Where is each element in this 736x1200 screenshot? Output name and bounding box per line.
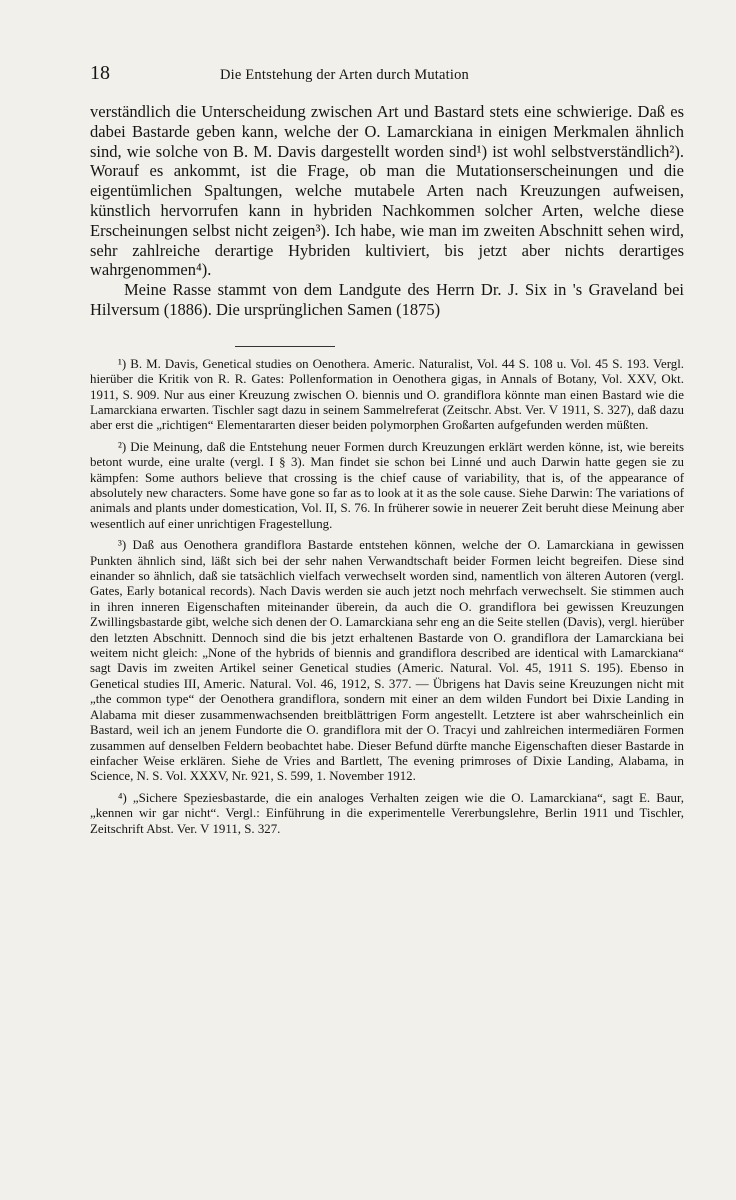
footnote-rule — [235, 346, 335, 347]
page-number: 18 — [90, 62, 110, 84]
footnote-4: ⁴) „Sichere Speziesbastarde, die ein analoges Verhalten zeigen wie die O. Lamarckiana“, sagt E. Baur, „kennen wir gar nicht“. Vergl.: Einführung in die experimentelle Vererbungslehre, Berlin 1911 und Tischler, Zeitschrift Abst. Ver. V 1911, S. 327. — [90, 790, 684, 836]
running-title: Die Entstehung der Arten durch Mutation — [220, 67, 470, 83]
footnote-2: ²) Die Meinung, daß die Entstehung neuer Formen durch Kreuzungen erklärt werden könne, ist, wie bereits betont wurde, eine uralte (vergl. I § 3). Man findet sie schon bei Linné und auch Darwin hatte gegen sie zu kämpfen: Some authors believe that crossing is the chief cause of variability, that is, of the appearance of absolutely new characters. Some have gone so far as to look at it as the sole cause. Siehe Darwin: The variations of animals and plants under domestication, Vol. II, S. 76. In früherer sowie in neuerer Zeit beruht diese Meinung aber wesentlich auf einer unrichtigen Fragestellung. — [90, 439, 684, 531]
paragraph-2: Meine Rasse stammt von dem Landgute des Herrn Dr. J. Six in 's Graveland bei Hilversum (1886). Die ursprünglichen Samen (1875) — [90, 280, 684, 319]
main-text — [90, 102, 684, 320]
footnote-3: ³) Daß aus Oenothera grandiflora Bastarde entstehen können, welche der O. Lamarckiana in gewissen Punkten ähnlich sind, läßt sich bei der sehr nahen Verwandtschaft beider Formen leicht begreifen. Diese sind einander so ähnlich, daß sie tatsächlich vielfach verwechselt worden sind, namentlich von älteren Autoren (vergl. Gates, Early botanical records). Nach Davis werden sie auch jetzt noch mehrfach verwechselt. Sie stimmen auch in ihren inneren Eigenschaften miteinander überein, da auch die O. grandiflora bei gewissen Kreuzungen Zwillingsbastarde gibt, welche sich denen der O. Lamarckiana sehr eng an die Seite stellen (Davis), vergl. hierüber den letzten Abschnitt. Dennoch sind die bis jetzt erhaltenen Bastarde von O. grandiflora der Lamarckiana bei weitem nicht gleich: „None of the hybrids of biennis and grandiflora described are identical with Lamarckiana“ sagt Davis im zweiten Artikel seiner Genetical studies (Americ. Natural. Vol. 45, 1911 S. 195). Ebenso in Genetical studies III, Americ. Natural. Vol. 46, 1912, S. 377. — Übrigens hat Davis seine Kreuzungen nicht mit „the common type“ der Oenothera grandiflora, sondern mit einer an dem wilden Fundort bei Dixie Landing in Alabama mit dieser zusammenwachsenden breitblättrigen Form angestellt. Letztere ist aber wahrscheinlich ein Bastard, weil ich an jenem Fundorte die O. grandiflora mit der O. Tracyi und zahlreichen intermediären Formen zusammen auf denselben Feldern beobachtet habe. Dieser Befund dürfte manche Eigenschaften dieser Bastarde in einfacher Weise erklären. Siehe de Vries and Bartlett, The evening primroses of Dixie Landing, Alabama, in Science, N. S. Vol. XXXV, Nr. 921, S. 599, 1. November 1912. — [90, 538, 684, 784]
paragraph-1: verständlich die Unterscheidung zwischen Art und Bastard stets eine schwierige. Daß es dabei Bastarde geben kann, welche der O. Lamarckiana in einigen Merkmalen ähnlich sind, wie solche von B. M. Davis dargestellt worden sind¹) ist wohl selbstverständlich²). Worauf es ankommt, ist die Frage, ob man die Mutationserscheinungen und die eigentümlichen Spaltungen, welche mutabele Arten nach Kreuzungen aufweisen, künstlich hervorrufen kann in hybriden Nachkommen solcher Arten, welche diese Erscheinungen selbst nicht zeigen³). Ich habe, wie man im zweiten Abschnitt sehen wird, sehr zahlreiche derartige Hybriden kultiviert, bis jetzt aber nichts derartiges wahrgenommen⁴). — [90, 102, 684, 280]
footnotes — [90, 357, 684, 837]
page-header — [90, 62, 684, 92]
footnote-1: ¹) B. M. Davis, Genetical studies on Oenothera. Americ. Naturalist, Vol. 44 S. 108 u. Vol. 45 S. 193. Vergl. hierüber die Kritik von R. R. Gates: Pollenformation in Oenothera gigas, in Annals of Botany, Vol. XXV, Okt. 1911, S. 909. Nur aus einer Kreuzung zwischen O. biennis und O. grandiflora könnte man einen Bastard wie die Lamarckiana erwarten. Tischler sagt dazu in seinem Sammelreferat (Zeitschr. Abst. Ver. V 1911, S. 327), daß dazu aber erst die „richtigen“ Elementararten dieser beiden polymorphen Großarten aufgefunden werden müßten. — [90, 356, 684, 433]
page — [90, 62, 684, 843]
